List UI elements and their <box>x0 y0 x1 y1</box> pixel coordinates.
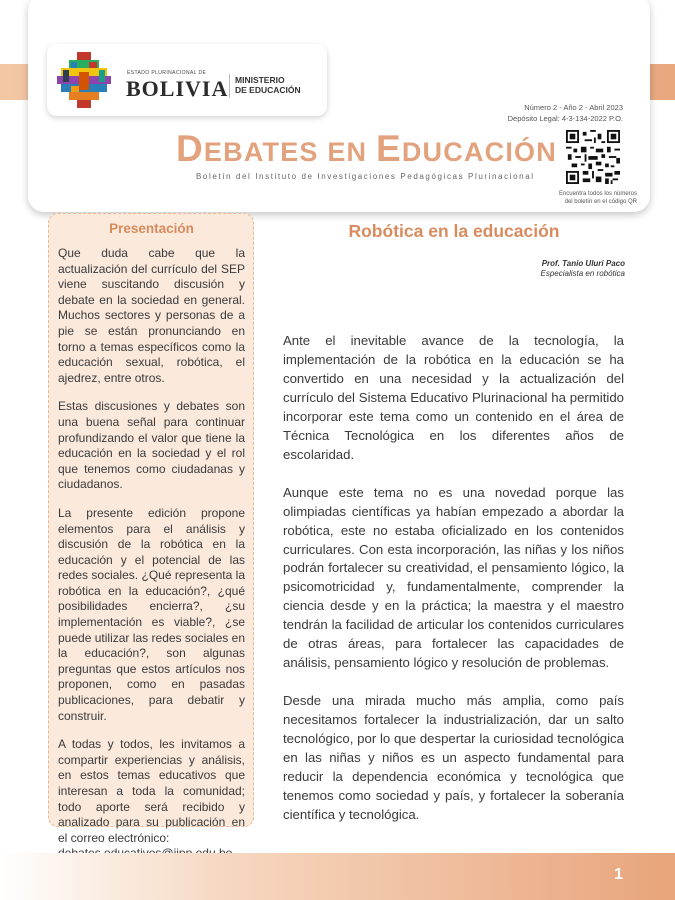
presentation-paragraph: La presente edición propone elementos para el análisis y discusión de la robótica en la educación y el potencial de las redes sociales. ¿Qué representa la robótica en la educación?, ¿qué posibilidades encierra?, ¿su implementación es viable?, ¿se puede utilizar las redes sociales en la educación?, son algunas preguntas que estos artículos nos proponen, como en pasadas publicaciones, para debatir y construir. <box>58 505 245 723</box>
presentation-paragraph: Que duda cabe que la actualización del currículo del SEP viene suscitando discusión y debate en la sociedad en general. Muchos sectores y personas de a pie se están pronunciando en torno a temas específicos como la educación sexual, robótica, el ajedrez, entre otros. <box>58 246 245 385</box>
ministry-name <box>235 75 301 95</box>
qr-caption <box>517 190 637 206</box>
issue-info <box>508 103 623 124</box>
bulletin-title <box>176 128 557 170</box>
legal-deposit: Depósito Legal: 4-3-134-2022 P.O. <box>507 113 623 123</box>
article-paragraph: Desde una mirada mucho más amplia, como país necesitamos fortalecer la industrialización, dar un salto tecnológico, por lo que despertar la curiosidad tecnológica en las niñas y niños es un aspecto fundamental para reducir la dependencia económica y tecnológica que tenemos como sociedad y país, y fortalecer la soberanía científica y tecnológica. <box>283 693 624 822</box>
state-name: BOLIVIA <box>126 76 229 101</box>
bolivia-seal-icon <box>55 50 113 112</box>
presentation-paragraph: Estas discusiones y debates son una buena señal para continuar profundizando el valor que tiene la educación en la sociedad y el rol que tenemos como ciudadanas y ciudadanos. <box>58 399 245 492</box>
bulletin-subtitle: Boletín del Instituto de Investigaciones Pedagógicas Plurinacional <box>196 172 535 181</box>
title-part-1: EBATES EN <box>203 137 376 167</box>
presentation-title: Presentación <box>109 221 194 236</box>
article-paragraph: Aunque este tema no es una novedad porque las olimpiadas científicas ya habían empezado a abordar la robótica, este no estaba oficializado en los contenidos curriculares. Con esta incorporación, las niñas y los niños podrán fortalecer su creatividad, el pensamiento lógico, la psicomotricidad y, fundamentalmente, comprender la ciencia desde y en la práctica; la maestra y el maestro tendrán la facilidad de articular los contenidos curriculares de otras áreas, para fortalecer las capacidades de análisis, pensamiento lógico y resolución de problemas. <box>283 484 624 671</box>
presentation-paragraph: A todas y todos, les invitamos a compartir experiencias y análisis, en estos temas educativos que interesan a toda la comunidad; todo aporte será recibido y analizado para su publicación en el correo electrónico: <box>58 737 245 845</box>
title-part-2: DUCACIÓN <box>401 137 557 167</box>
ministry-line-2: DE EDUCACIÓN <box>235 85 301 95</box>
title-initial-e: E <box>375 128 402 169</box>
qr-caption-line-2: del boletín en el código QR <box>564 199 637 205</box>
title-initial-d: D <box>176 128 204 169</box>
qr-code-icon[interactable] <box>566 130 620 184</box>
author-name: Prof. Tanio Uluri Paco <box>541 259 625 268</box>
article-body <box>283 332 624 844</box>
presentation-sidebar <box>48 213 254 845</box>
logo-divider <box>229 74 230 98</box>
article-paragraph: Ante el inevitable avance de la tecnología, la implementación de la robótica en la educación se ha convertido en una necesidad y la actualización del currículo del Sistema Educativo Plurinacional ha permitido incorporar este tema como un contenido en el área de Técnica Tecnológica en los diferentes años de escolaridad. <box>283 333 624 462</box>
author-role: Especialista en robótica <box>540 269 625 278</box>
ministry-logo-block <box>47 44 327 116</box>
qr-caption-line-1: Encuentra todos los números <box>558 191 637 197</box>
article-author <box>541 259 626 279</box>
footer-band <box>0 853 675 900</box>
ministry-line-1: MINISTERIO <box>235 75 285 85</box>
article-title: Robótica en la educación <box>348 221 560 241</box>
issue-line: Número 2 - Año 2 - Abril 2023 <box>524 103 623 112</box>
state-label: ESTADO PLURINACIONAL DE <box>127 70 207 76</box>
page-number: 1 <box>614 866 623 883</box>
